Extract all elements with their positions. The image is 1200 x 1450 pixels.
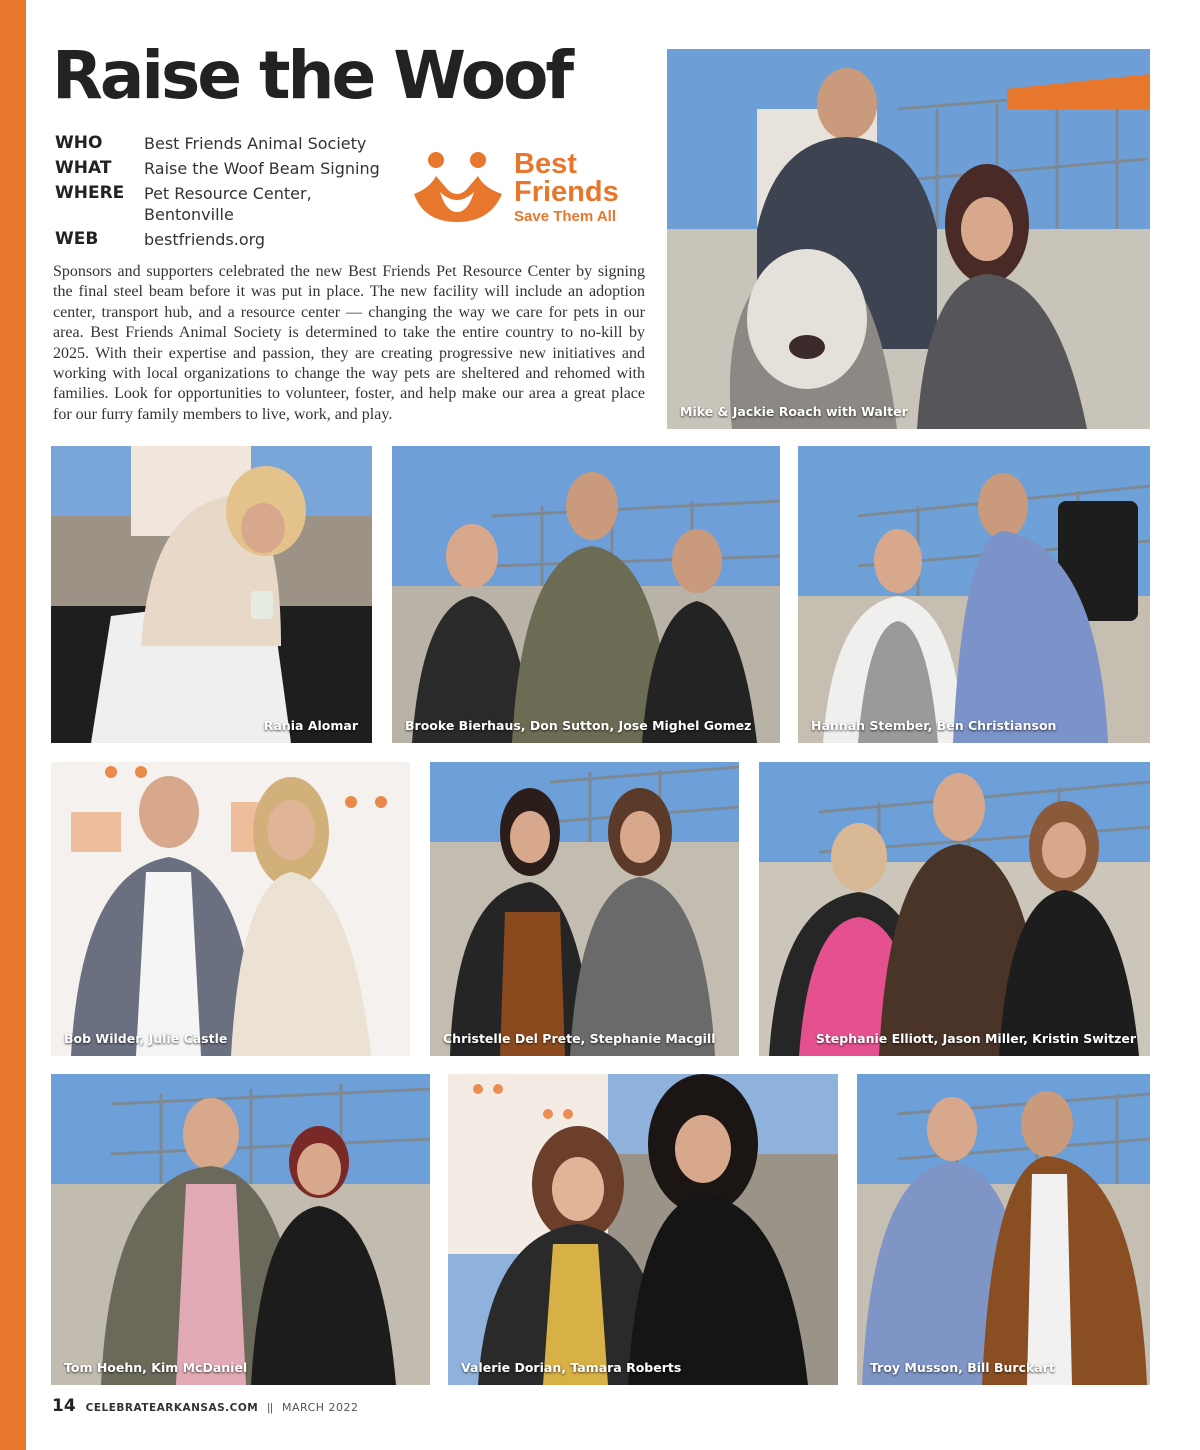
info-key: WHO bbox=[55, 133, 103, 153]
photo-stephanie-jason-kristin bbox=[759, 762, 1150, 1056]
event-info bbox=[55, 133, 415, 254]
orange-side-bar bbox=[0, 0, 26, 1450]
info-row-who bbox=[55, 133, 415, 154]
photo-christelle-stephanie bbox=[430, 762, 739, 1056]
best-friends-face-icon bbox=[410, 148, 510, 228]
best-friends-logo bbox=[410, 148, 635, 228]
photo-image bbox=[857, 1074, 1150, 1385]
photo-troy-bill bbox=[857, 1074, 1150, 1385]
photo-brooke-don-jose bbox=[392, 446, 780, 743]
photo-rania-alomar bbox=[51, 446, 372, 743]
article-body: Sponsors and supporters celebrated the new Best Friends Pet Resource Center by signing the final steel beam before it was put in place. The new facility will include an adoption center, transport hub, and a resource center — changing the way we care for pets in our area. Best Friends Animal Society is determined to take the entire country to no-kill by 2025. With their expertise and passion, they are creating progressive new initiatives and working with local organizations to change the way pets are sheltered and rehomed with families. Look for opportunities to volunteer, foster, and help make our area a great place for our furry family members to live, work, and play. bbox=[53, 263, 645, 423]
info-row-what bbox=[55, 158, 415, 179]
photo-image bbox=[759, 762, 1150, 1056]
photo-tom-kim bbox=[51, 1074, 430, 1385]
photo-image bbox=[798, 446, 1150, 743]
info-row-web bbox=[55, 229, 415, 250]
photo-caption: Tom Hoehn, Kim McDaniel bbox=[64, 1360, 248, 1375]
logo-text-best: Best bbox=[514, 148, 577, 180]
photo-caption: Mike & Jackie Roach with Walter bbox=[680, 404, 908, 419]
photo-caption: Hannah Stember, Ben Christianson bbox=[811, 718, 1057, 733]
publication-site: CELEBRATEARKANSAS.COM bbox=[85, 1402, 259, 1414]
photo-caption: Valerie Dorian, Tamara Roberts bbox=[461, 1360, 682, 1375]
photo-image bbox=[430, 762, 739, 1056]
photo-image bbox=[392, 446, 780, 743]
article-title: Raise the Woof bbox=[52, 37, 572, 114]
photo-caption: Rania Alomar bbox=[263, 718, 358, 733]
page-number: 14 bbox=[52, 1396, 76, 1416]
photo-image bbox=[51, 1074, 430, 1385]
info-value: Best Friends Animal Society bbox=[144, 134, 367, 153]
photo-image bbox=[448, 1074, 838, 1385]
photo-valerie-tamara bbox=[448, 1074, 838, 1385]
logo-tagline: Save Them All bbox=[514, 208, 616, 225]
footer-separator: || bbox=[267, 1402, 273, 1414]
logo-text-friends: Friends bbox=[514, 176, 619, 208]
info-key: WEB bbox=[55, 229, 99, 249]
photo-image bbox=[51, 446, 372, 743]
photo-image bbox=[667, 49, 1150, 429]
info-value: Pet Resource Center, Bentonville bbox=[144, 184, 312, 224]
photo-caption: Bob Wilder, Julie Castle bbox=[64, 1031, 228, 1046]
photo-image bbox=[51, 762, 410, 1056]
info-value: bestfriends.org bbox=[144, 230, 266, 249]
photo-caption: Brooke Bierhaus, Don Sutton, Jose Mighel Gomez bbox=[405, 718, 752, 733]
issue-date: MARCH 2022 bbox=[281, 1401, 359, 1414]
info-key: WHERE bbox=[55, 183, 125, 203]
info-key: WHAT bbox=[55, 158, 112, 178]
photo-bob-julie bbox=[51, 762, 410, 1056]
info-value: Raise the Woof Beam Signing bbox=[144, 159, 380, 178]
photo-hannah-ben bbox=[798, 446, 1150, 743]
info-row-where bbox=[55, 183, 415, 225]
photo-mike-jackie-roach bbox=[667, 49, 1150, 429]
photo-caption: Christelle Del Prete, Stephanie Macgill bbox=[443, 1031, 716, 1046]
page-footer bbox=[52, 1396, 359, 1416]
photo-caption: Stephanie Elliott, Jason Miller, Kristin Switzer bbox=[815, 1031, 1136, 1046]
photo-caption: Troy Musson, Bill Burckart bbox=[870, 1360, 1055, 1375]
